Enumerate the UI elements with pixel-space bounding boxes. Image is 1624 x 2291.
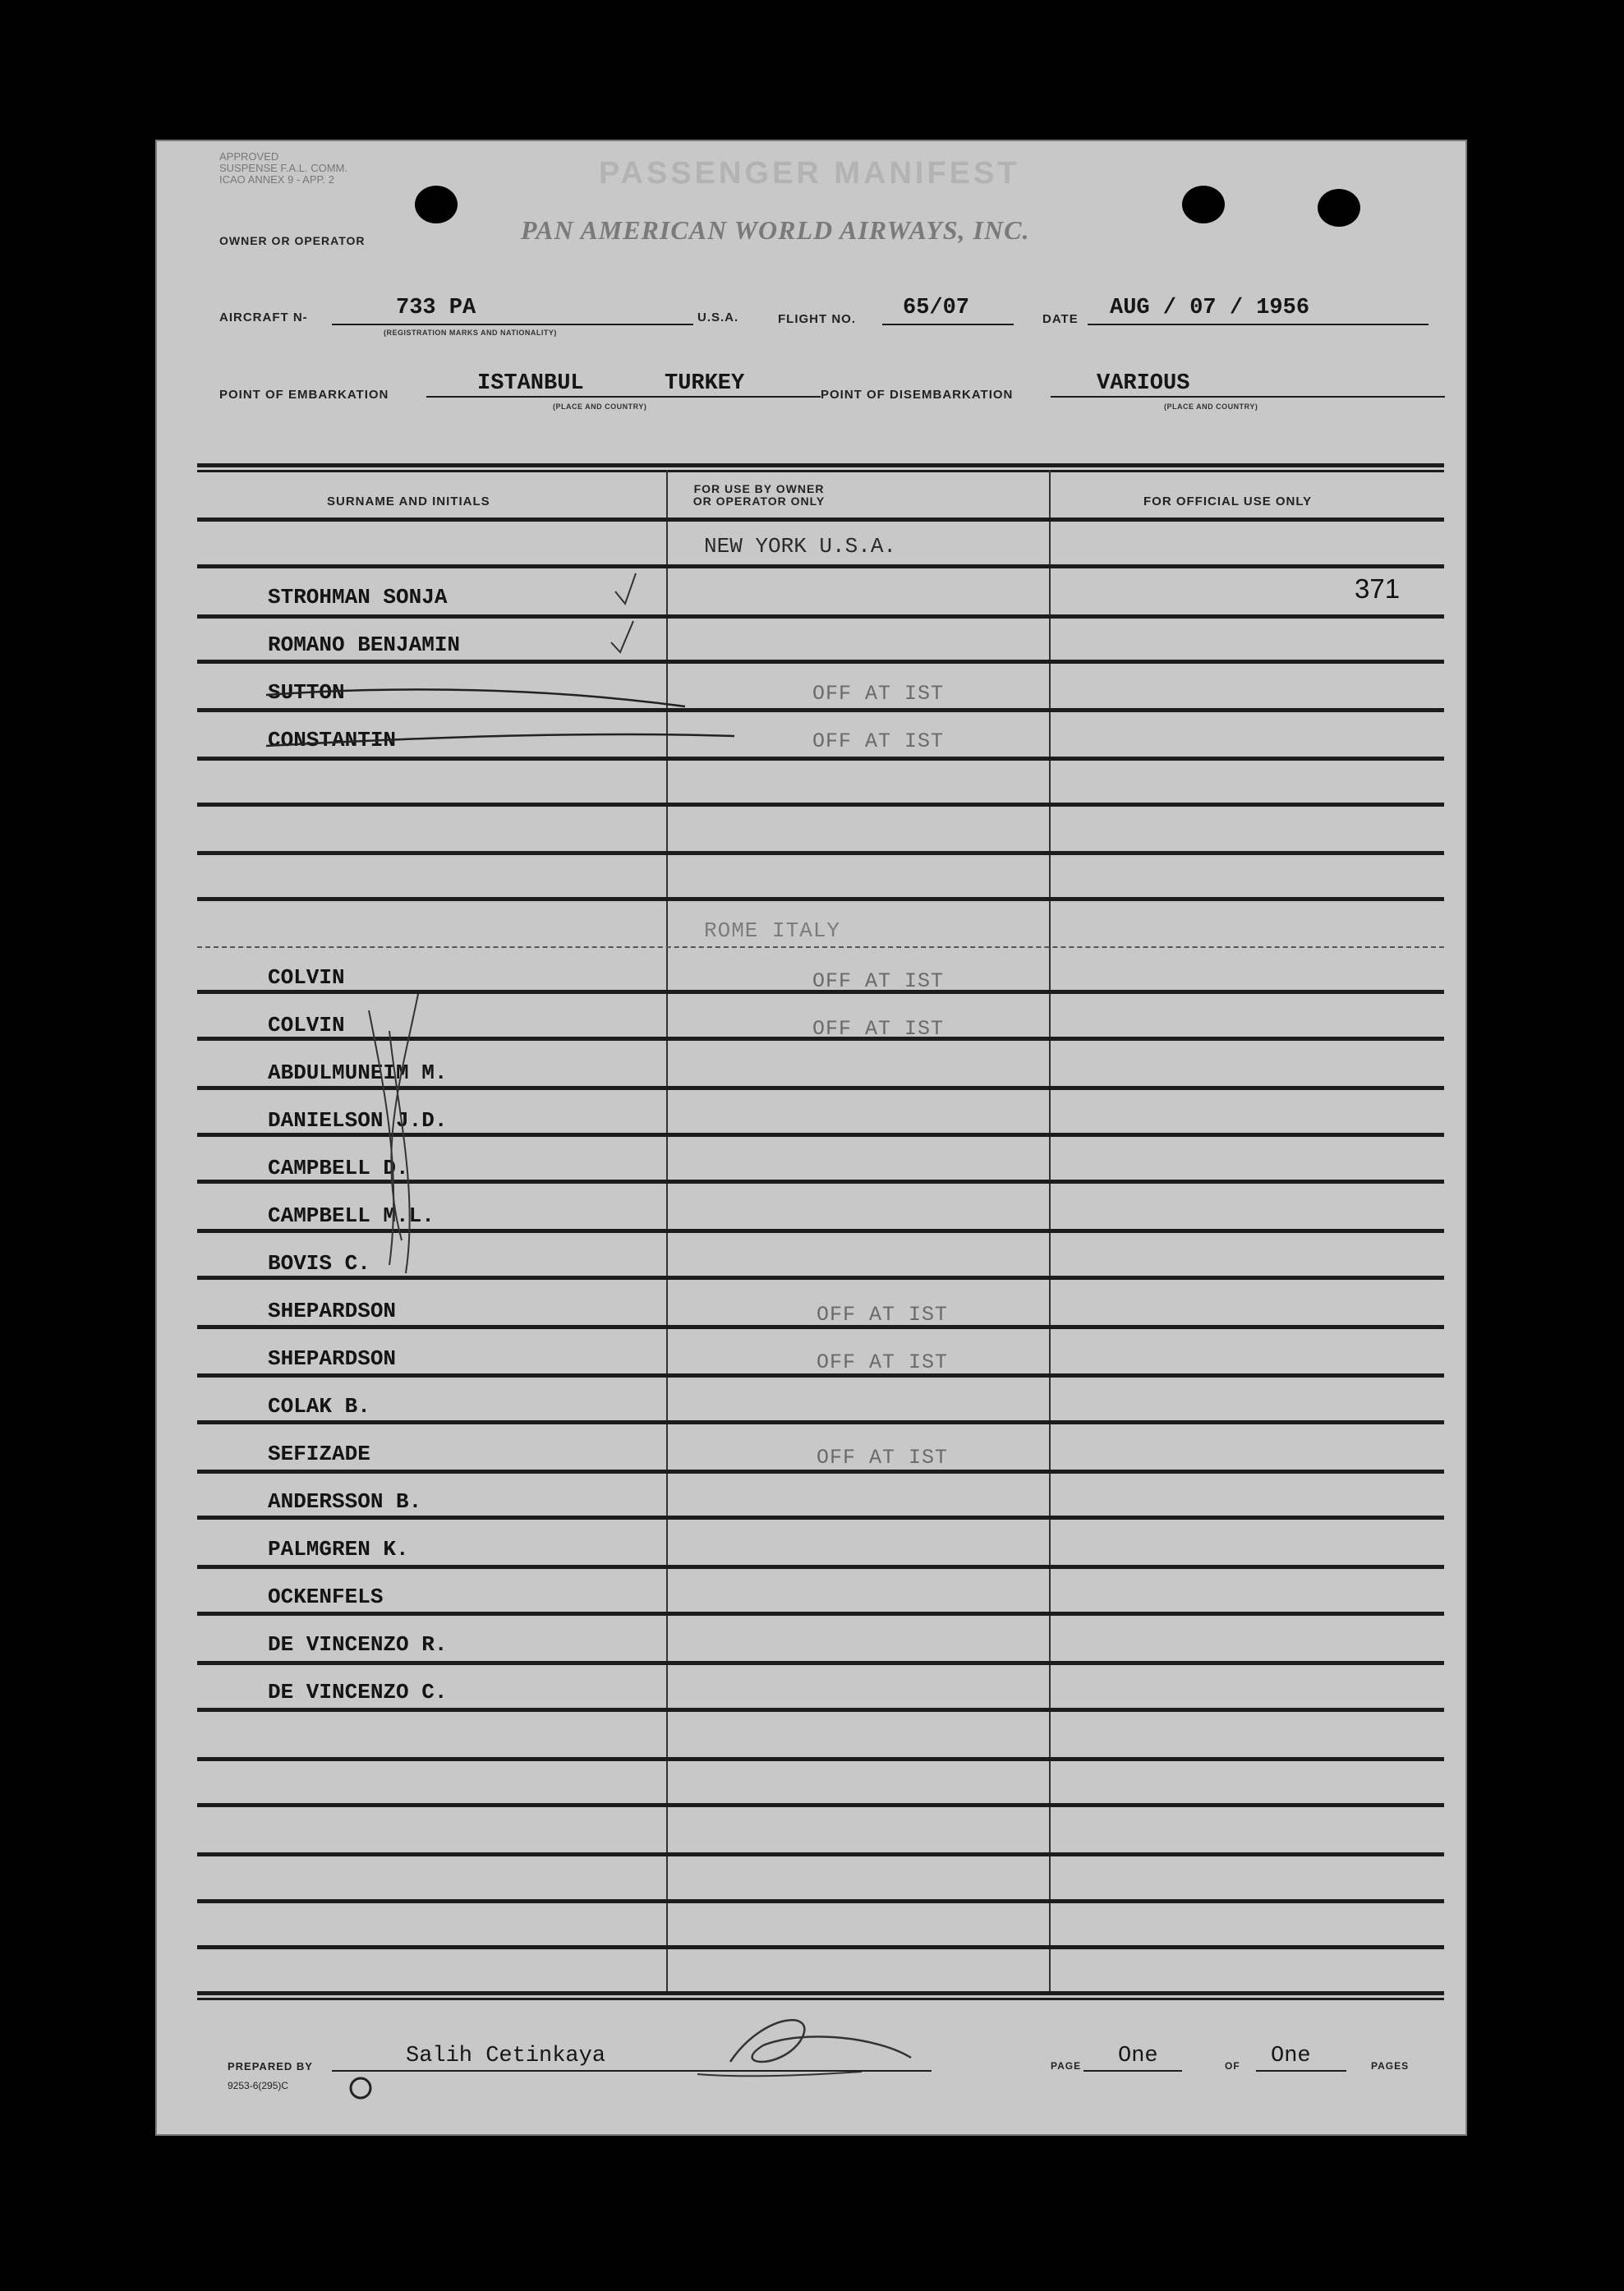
- pages-label: PAGES: [1371, 2060, 1410, 2072]
- passenger-name: COLAK B.: [268, 1394, 370, 1419]
- of-value: One: [1271, 2044, 1311, 2068]
- page-label: PAGE: [1051, 2060, 1082, 2072]
- disembarkation-value: VARIOUS: [1097, 371, 1190, 396]
- form-reference: APPROVED SUSPENSE F.A.L. COMM. ICAO ANNEX 9 - APP. 2: [219, 150, 348, 186]
- prepared-underline: [332, 2070, 932, 2072]
- disembarkation-sublabel: (PLACE AND COUNTRY): [1164, 403, 1258, 411]
- passenger-name: SHEPARDSON: [268, 1299, 397, 1323]
- passenger-note: OFF AT IST: [817, 1350, 949, 1374]
- faint-form-title: PASSENGER MANIFEST: [599, 156, 1020, 191]
- passenger-name: ABDULMUNEIM M.: [268, 1060, 448, 1085]
- col-header-owner-use: FOR USE BY OWNER OR OPERATOR ONLY: [692, 482, 826, 508]
- embarkation-country: TURKEY: [665, 371, 745, 396]
- passenger-note: OFF AT IST: [812, 1017, 945, 1041]
- passenger-note: OFF AT IST: [812, 969, 945, 993]
- airline-name: PAN AMERICAN WORLD AIRWAYS, INC.: [521, 215, 1030, 245]
- page-value: One: [1118, 2044, 1158, 2068]
- passenger-note: OFF AT IST: [812, 682, 945, 706]
- col-header-surname: SURNAME AND INITIALS: [327, 495, 490, 508]
- date-label: DATE: [1042, 312, 1079, 326]
- passenger-note: OFF AT IST: [817, 1303, 949, 1327]
- embarkation-label: POINT OF EMBARKATION: [219, 388, 389, 402]
- passenger-name: CAMPBELL D.: [268, 1156, 409, 1180]
- form-number: 9253-6(295)C: [228, 2080, 289, 2091]
- passenger-name: DE VINCENZO R.: [268, 1632, 448, 1657]
- usa-label: U.S.A.: [697, 311, 739, 324]
- col-header-official: FOR OFFICIAL USE ONLY: [1143, 495, 1313, 508]
- flight-label: FLIGHT NO.: [778, 312, 856, 326]
- passenger-name: SHEPARDSON: [268, 1346, 397, 1371]
- embarkation-city: ISTANBUL: [477, 371, 584, 396]
- handwritten-marks: [155, 140, 1467, 2136]
- passenger-name: SEFIZADE: [268, 1442, 370, 1466]
- date-value: AUG / 07 / 1956: [1110, 296, 1310, 320]
- passenger-name: BOVIS C.: [268, 1251, 370, 1276]
- page-underline: [1083, 2070, 1182, 2072]
- owner-label: OWNER OR OPERATOR: [219, 234, 366, 247]
- disembarkation-label: POINT OF DISEMBARKATION: [821, 388, 1014, 402]
- embarkation-sublabel: (PLACE AND COUNTRY): [553, 403, 647, 411]
- passenger-name: ANDERSSON B.: [268, 1489, 422, 1514]
- section-destination: ROME ITALY: [704, 918, 841, 943]
- passenger-name: STROHMAN SONJA: [268, 585, 448, 610]
- passenger-name: OCKENFELS: [268, 1585, 384, 1609]
- passenger-note: OFF AT IST: [812, 729, 945, 753]
- official-number: 371: [1355, 573, 1401, 604]
- prepared-by-label: PREPARED BY: [228, 2060, 313, 2072]
- manifest-sheet: [155, 140, 1467, 2136]
- passenger-name: PALMGREN K.: [268, 1537, 409, 1562]
- passenger-name: DE VINCENZO C.: [268, 1680, 448, 1704]
- of-label: OF: [1225, 2060, 1240, 2072]
- aircraft-label: AIRCRAFT N-: [219, 311, 308, 324]
- passenger-name: DANIELSON J.D.: [268, 1108, 448, 1133]
- passenger-name: CAMPBELL M.L.: [268, 1203, 435, 1228]
- passenger-name: COLVIN: [268, 1013, 345, 1037]
- flight-value: 65/07: [903, 296, 970, 320]
- passenger-name: SUTTON: [268, 680, 345, 705]
- passenger-name: COLVIN: [268, 965, 345, 990]
- aircraft-value: 733 PA: [396, 296, 476, 320]
- of-underline: [1256, 2070, 1346, 2072]
- passenger-note: OFF AT IST: [817, 1446, 949, 1470]
- aircraft-sublabel: (REGISTRATION MARKS AND NATIONALITY): [384, 329, 557, 337]
- passenger-name: ROMANO BENJAMIN: [268, 633, 461, 657]
- passenger-name: CONSTANTIN: [268, 728, 397, 752]
- prepared-by-value: Salih Cetinkaya: [406, 2044, 606, 2068]
- section-destination: NEW YORK U.S.A.: [704, 534, 897, 559]
